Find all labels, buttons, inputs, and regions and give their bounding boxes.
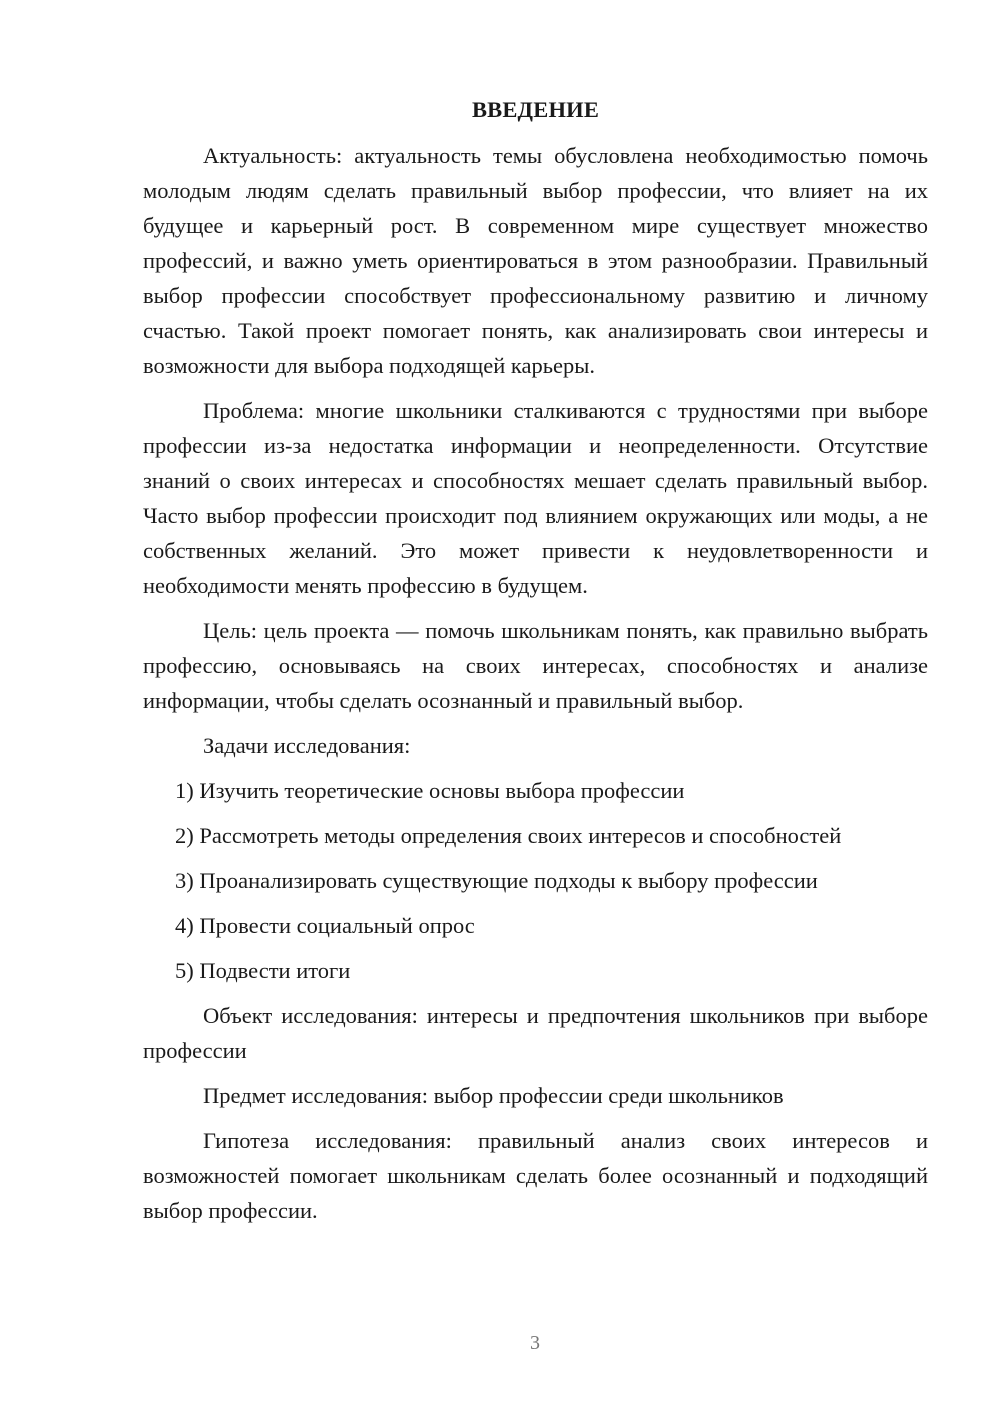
paragraph-relevance: Актуальность: актуальность темы обусловлена необходимостью помочь молодым людям сделать правильный выбор профессии, что влияет на их будущее и карьерный рост. В современном мире существует множество профессий, и важно уметь ориентироваться в этом разнообразии. Правильный выбор профессии способствует профессиональному развитию и личному счастью. Такой проект помогает понять, как анализировать свои интересы и возможности для выбора подходящей карьеры. [143, 143, 928, 378]
task-item: 1) Изучить теоретические основы выбора профессии [175, 778, 685, 803]
document-page [143, 90, 928, 1238]
tasks-list [143, 773, 928, 988]
paragraph-subject: Предмет исследования: выбор профессии среди школьников [203, 1083, 784, 1108]
tasks-heading: Задачи исследования: [203, 733, 411, 758]
task-item: 5) Подвести итоги [175, 958, 351, 983]
paragraph-object: Объект исследования: интересы и предпочтения школьников при выборе профессии [143, 1003, 928, 1063]
paragraph-hypothesis: Гипотеза исследования: правильный анализ своих интересов и возможностей помогает школьникам сделать более осознанный и подходящий выбор профессии. [143, 1128, 928, 1223]
task-item: 4) Провести социальный опрос [175, 913, 475, 938]
page-number: 3 [530, 1332, 540, 1354]
task-item: 2) Рассмотреть методы определения своих интересов и способностей [175, 823, 842, 848]
paragraph-problem: Проблема: многие школьники сталкиваются с трудностями при выборе профессии из-за недостатка информации и неопределенности. Отсутствие знаний о своих интересах и способностях мешает сделать правильный выбор. Часто выбор профессии происходит под влиянием окружающих или моды, а не собственных желаний. Это может привести к неудовлетворенности и необходимости менять профессию в будущем. [143, 398, 928, 598]
document-title: ВВЕДЕНИЕ [471, 97, 600, 122]
paragraph-goal: Цель: цель проекта — помочь школьникам понять, как правильно выбрать профессию, основываясь на своих интересах, способностях и анализе информации, чтобы сделать осознанный и правильный выбор. [143, 618, 928, 713]
task-item: 3) Проанализировать существующие подходы к выбору профессии [175, 868, 818, 893]
